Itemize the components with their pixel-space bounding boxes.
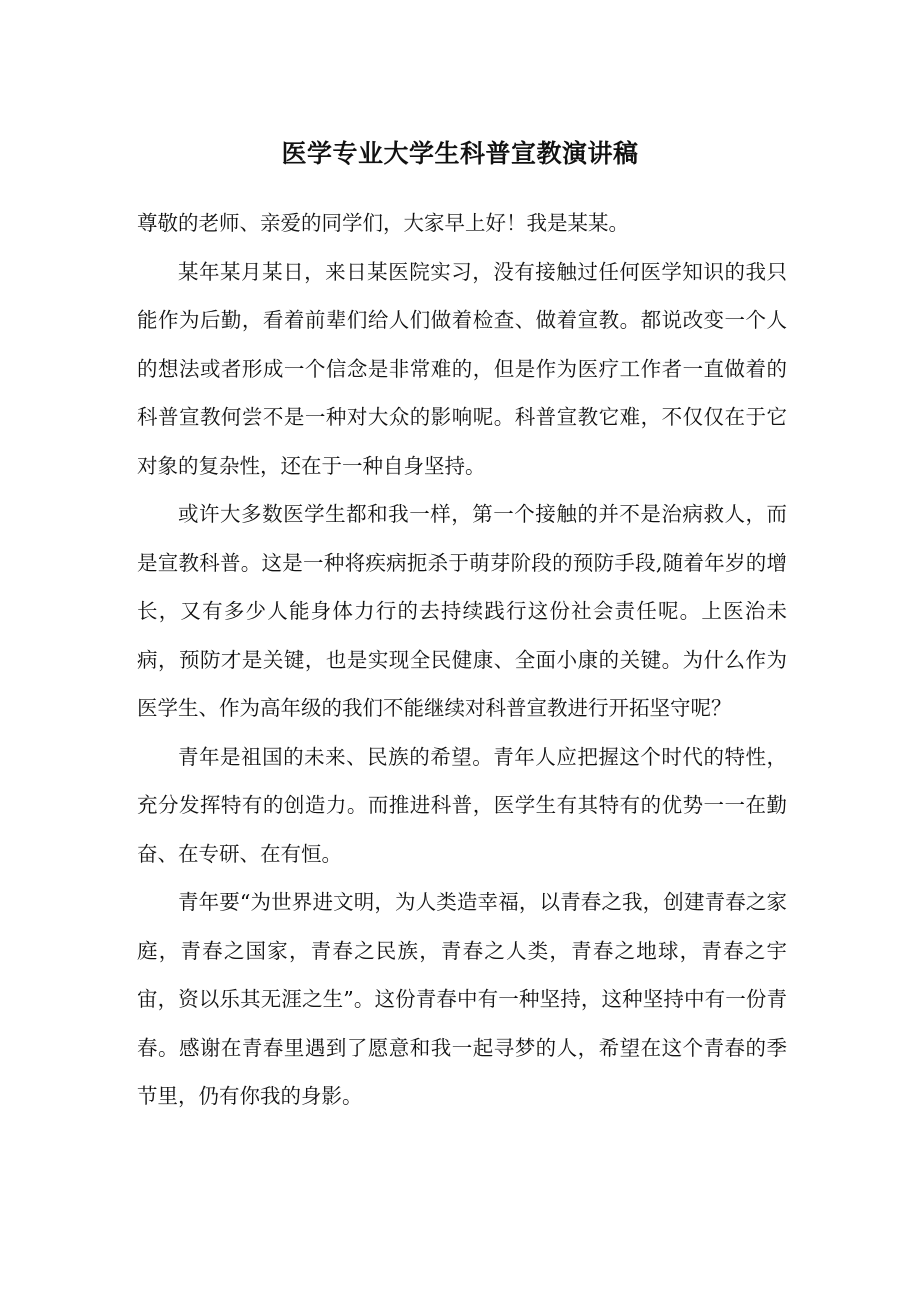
- paragraph-youth-quote: 青年要“为世界进文明，为人类造幸福，以青春之我，创建青春之家庭，青春之国家，青春之民族，青春之人类，青春之地球，青春之宇宙，资以乐其无涯之生”。这份青春中有一种坚持，这种坚持中有一份青春。感谢在青春里遇到了愿意和我一起寻梦的人，希望在这个青春的季节里，仍有你我的身影。: [137, 890, 787, 1108]
- greeting-paragraph: 尊敬的老师、亲爱的同学们，大家早上好！我是某某。: [137, 211, 629, 235]
- paragraph-prevention: 或许大多数医学生都和我一样，第一个接触的并不是治病救人，而是宣教科普。这是一种将疾病扼杀于萌芽阶段的预防手段,随着年岁的增长，又有多少人能身体力行的去持续践行这份社会责任呢。上医治未病，预防才是关键，也是实现全民健康、全面小康的关键。为什么作为医学生、作为高年级的我们不能继续对科普宣教进行开拓坚守呢？: [137, 502, 787, 720]
- paragraph-internship: 某年某月某日，来日某医院实习，没有接触过任何医学知识的我只能作为后勤，看着前辈们给人们做着检查、做着宣教。都说改变一个人的想法或者形成一个信念是非常难的，但是作为医疗工作者一直做着的科普宣教何尝不是一种对大众的影响呢。科普宣教它难，不仅仅在于它对象的复杂性，还在于一种自身坚持。: [137, 259, 787, 478]
- document-body: [137, 199, 787, 1121]
- document-title: 医学专业大学生科普宣教演讲稿: [281, 139, 639, 168]
- paragraph-youth: 青年是祖国的未来、民族的希望。青年人应把握这个时代的特性，充分发挥特有的创造力。而推进科普，医学生有其特有的优势一一在勤奋、在专研、在有恒。: [137, 744, 787, 866]
